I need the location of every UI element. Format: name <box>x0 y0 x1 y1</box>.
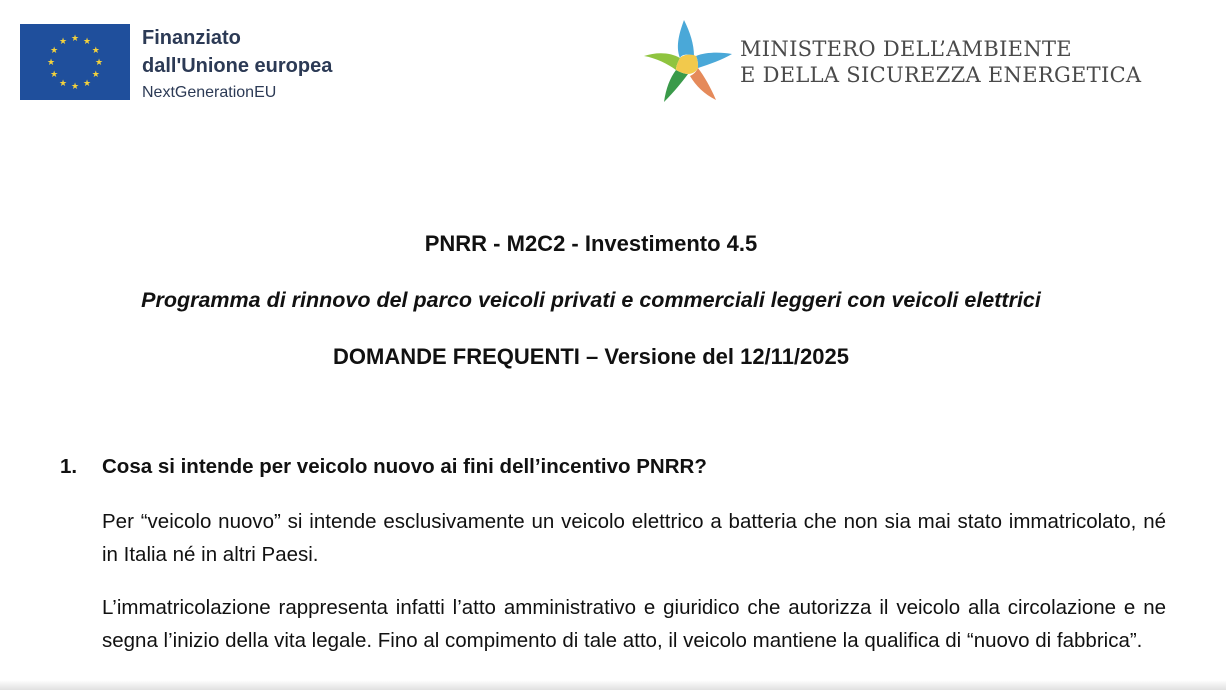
eu-flag-star-icon: ★ <box>70 82 80 92</box>
document-header <box>0 0 1226 120</box>
eu-logo-line2: dall'Unione europea <box>142 55 333 77</box>
ministry-name-line1: MINISTERO DELL’AMBIENTE <box>740 37 1072 61</box>
faq-section <box>60 453 1166 657</box>
eu-funding-logo <box>20 24 360 104</box>
eu-flag-icon <box>20 24 130 100</box>
eu-flag-star-icon: ★ <box>82 37 92 48</box>
faq-question-number: 1. <box>60 455 78 478</box>
eu-flag-star-icon: ★ <box>91 46 100 56</box>
ministry-star-logo-icon <box>640 18 736 104</box>
document-title: PNRR - M2C2 - Investimento 4.5 <box>424 231 758 256</box>
eu-flag-star-icon: ★ <box>70 34 80 44</box>
eu-flag-star-icon: ★ <box>58 37 68 48</box>
faq-version-heading: DOMANDE FREQUENTI – Versione del 12/11/2025 <box>333 344 849 369</box>
eu-flag-star-icon: ★ <box>94 58 104 68</box>
ministry-name-line2: E DELLA SICUREZZA ENERGETICA <box>740 63 1142 87</box>
eu-flag-star-icon: ★ <box>58 78 68 89</box>
ministry-logo <box>640 14 1200 104</box>
page-bottom-shadow <box>0 680 1226 690</box>
eu-flag-star-icon: ★ <box>82 78 92 89</box>
faq-answer-paragraph: Per “veicolo nuovo” si intende esclusivamente un veicolo elettrico a batteria che non sia mai stato immatricolato, né in Italia né in altri Paesi. <box>102 510 1166 566</box>
faq-question-text: Cosa si intende per veicolo nuovo ai fini dell’incentivo PNRR? <box>102 455 707 478</box>
eu-logo-line3: NextGenerationEU <box>142 84 277 101</box>
faq-question <box>60 453 1166 481</box>
eu-flag-star-icon: ★ <box>46 58 56 68</box>
faq-answer-paragraph: L’immatricolazione rappresenta infatti l’atto amministrativo e giuridico che autorizza il veicolo alla circolazione e ne segna l’inizio della vita legale. Fino al compimento di tale atto, il veicolo mantiene la qualifica di “nuovo di fabbrica”. <box>102 596 1166 652</box>
eu-flag-star-icon: ★ <box>91 70 100 80</box>
eu-flag-star-icon: ★ <box>50 46 59 56</box>
eu-logo-line1: Finanziato <box>142 27 241 49</box>
eu-flag-star-icon: ★ <box>50 70 59 80</box>
program-subtitle: Programma di rinnovo del parco veicoli privati e commerciali leggeri con veicoli elettrici <box>141 288 1041 312</box>
